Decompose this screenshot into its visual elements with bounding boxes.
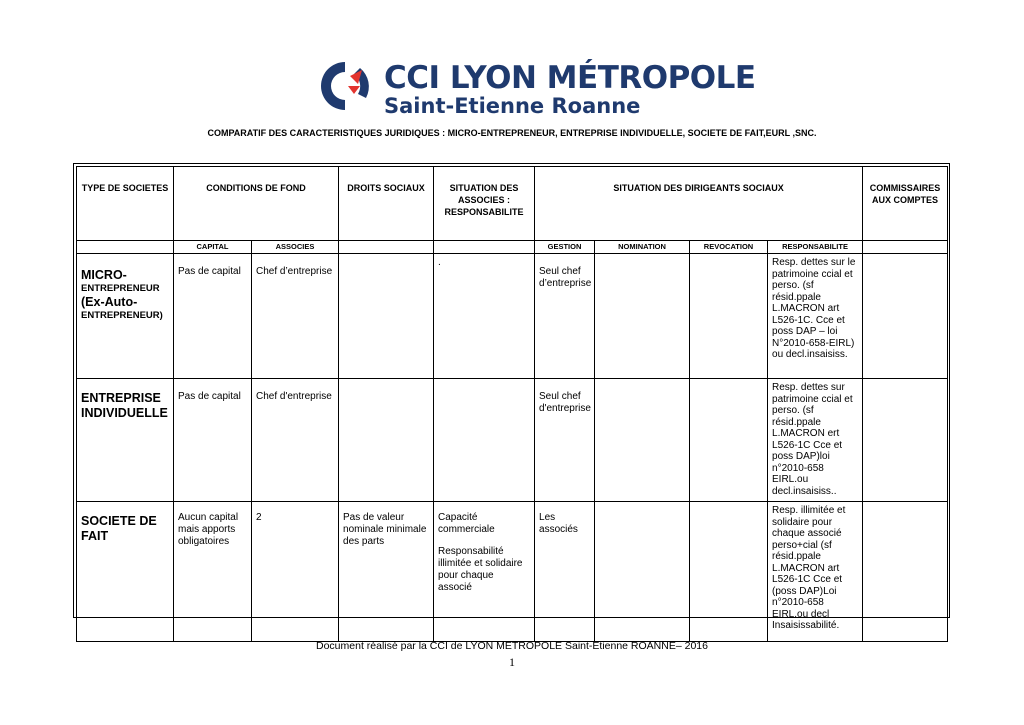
footer-text: Document réalisé par la CCI de LYON METROPOLE Saint-Etienne ROANNE– 2016 [316,640,708,652]
header-row [77,167,948,241]
comparison-table [76,166,948,642]
type-label: SOCIETE DE FAIT [81,514,157,543]
document-title: COMPARATIF DES CARACTERISTIQUES JURIDIQUES : MICRO-ENTREPRENEUR, ENTREPRISE INDIVIDUELLE, SOCIETE DE FAIT,EURL ,SNC. [207,128,817,138]
subheader-revocation: REVOCATION [690,241,768,254]
table-row [77,502,948,642]
cell-droits: Pas de valeur nominale minimale des parts [339,502,434,642]
type-label: ENTREPRENEUR [81,283,160,294]
cell-capital: Pas de capital [174,254,252,379]
cell-commissaires [863,254,948,379]
header-commissaires: COMMISSAIRES AUX COMPTES [863,167,948,241]
cell-commissaires [863,379,948,502]
page-number: 1 [509,655,515,669]
header-situation-associes: SITUATION DES ASSOCIES : RESPONSABILITE [434,167,535,241]
type-label: ENTREPRENEUR) [81,310,163,321]
cell-type [77,254,174,379]
cell-type [77,502,174,642]
subheader-nomination: NOMINATION [595,241,690,254]
cell-situation [434,379,535,502]
cell-capital: Aucun capital mais apports obligatoires [174,502,252,642]
subheader-empty [77,241,174,254]
cell-situation: . [434,254,535,379]
cell-nomination [595,254,690,379]
subheader-capital: CAPITAL [174,241,252,254]
cell-droits [339,379,434,502]
subheader-gestion: GESTION [535,241,595,254]
cell-droits [339,254,434,379]
cell-associes: Chef d'entreprise [252,379,339,502]
type-label: (Ex-Auto- [81,295,138,309]
type-label: ENTREPRISE INDIVIDUELLE [81,391,168,420]
logo-line1: CCI LYON MÉTROPOLE [384,60,756,96]
cell-gestion: Les associés [535,502,595,642]
cell-responsabilite: Resp. dettes sur le patrimoine ccial et perso. (sf résid.ppale L.MACRON art L526-1C. Cce et poss DAP – loi N°2010-658-EIRL) ou decl.insaisiss. [768,254,863,379]
cell-nomination [595,502,690,642]
subheader-empty [863,241,948,254]
cell-capital: Pas de capital [174,379,252,502]
subheader-associes: ASSOCIES [252,241,339,254]
cell-type [77,379,174,502]
subheader-empty [434,241,535,254]
header-type: TYPE DE SOCIETES [77,167,174,241]
cci-logo [312,56,756,126]
cell-responsabilite: Resp. dettes sur patrimoine ccial et perso. (sf résid.ppale L.MACRON ert L526-1C Cce et poss DAP)loi n°2010-658 EIRL.ou decl.insaisiss.. [768,379,863,502]
cell-revocation [690,379,768,502]
header-situation-dirigeants: SITUATION DES DIRIGEANTS SOCIAUX [535,167,863,241]
cell-gestion: Seul chef d’entreprise [535,254,595,379]
subheader-responsabilite: RESPONSABILITE [768,241,863,254]
comparison-table-frame [73,163,950,631]
table-row [77,379,948,502]
cell-responsabilite: Resp. illimitée et solidaire pour chaque associé perso+cial (sf résid.ppale L.MACRON art L526-1C Cce et (poss DAP)Loi n°2010-658 EIRL.ou decl Insaisissabilité. [768,502,863,642]
logo-line2: Saint-Etienne Roanne [384,94,641,118]
header-droits: DROITS SOCIAUX [339,167,434,241]
cell-gestion: Seul chef d'entreprise [535,379,595,502]
cell-situation [434,502,535,642]
cell-associes: 2 [252,502,339,642]
situation-line: Capacité commerciale [438,512,495,535]
subheader-empty [339,241,434,254]
type-label: MICRO- [81,268,127,282]
cell-revocation [690,502,768,642]
cell-revocation [690,254,768,379]
situation-line: Responsabilité illimitée et solidaire pour chaque associé [438,546,523,593]
header-conditions: CONDITIONS DE FOND [174,167,339,241]
subheader-row [77,241,948,254]
cell-associes: Chef d’entreprise [252,254,339,379]
cell-nomination [595,379,690,502]
table-row [77,254,948,379]
cell-commissaires [863,502,948,642]
cci-logo-mark-icon [314,58,376,114]
